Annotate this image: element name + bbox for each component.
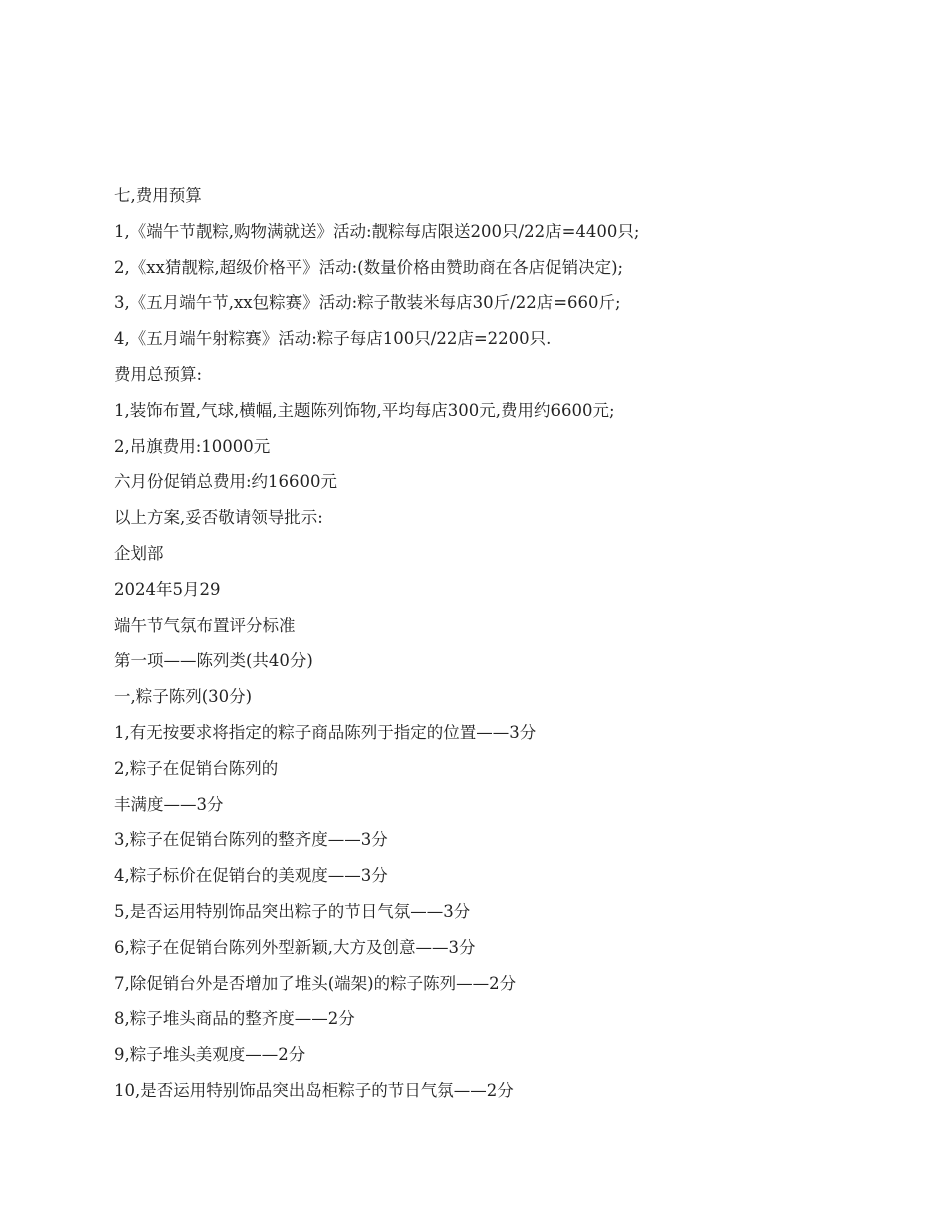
total-budget-heading: 费用总预算:: [114, 364, 203, 384]
scoring-item-7: 7,除促销台外是否增加了堆头(端架)的粽子陈列——2分: [114, 973, 517, 993]
scoring-item-8: 8,粽子堆头商品的整齐度——2分: [114, 1009, 355, 1029]
document-body: [114, 178, 874, 1109]
scoring-subsection-1: 一,粽子陈列(30分): [114, 687, 253, 707]
scoring-item-4: 4,粽子标价在促销台的美观度——3分: [114, 866, 388, 886]
total-budget-item-1: 1,装饰布置,气球,横幅,主题陈列饰物,平均每店300元,费用约6600元;: [114, 400, 615, 420]
approval-request: 以上方案,妥否敬请领导批示:: [114, 508, 323, 528]
scoring-item-3: 3,粽子在促销台陈列的整齐度——3分: [114, 830, 388, 850]
scoring-item-1: 1,有无按要求将指定的粽子商品陈列于指定的位置——3分: [114, 722, 537, 742]
scoring-item-2-part-2: 丰满度——3分: [114, 794, 224, 814]
june-total-cost: 六月份促销总费用:约16600元: [114, 472, 338, 492]
scoring-section-1: 第一项——陈列类(共40分): [114, 651, 313, 671]
section-heading-budget: 七,费用预算: [114, 186, 202, 205]
scoring-item-5: 5,是否运用特别饰品突出粽子的节日气氛——3分: [114, 901, 471, 921]
scoring-item-6: 6,粽子在促销台陈列外型新颖,大方及创意——3分: [114, 937, 476, 957]
budget-item-1: 1,《端午节靓粽,购物满就送》活动:靓粽每店限送200只/22店=4400只;: [114, 221, 640, 241]
total-budget-item-2: 2,吊旗费用:10000元: [114, 436, 271, 456]
budget-item-2: 2,《xx猜靓粽,超级价格平》活动:(数量价格由赞助商在各店促销决定);: [114, 257, 624, 277]
scoring-item-2-part-1: 2,粽子在促销台陈列的: [114, 758, 279, 778]
budget-item-3: 3,《五月端午节,xx包粽赛》活动:粽子散装米每店30斤/22店=660斤;: [114, 293, 621, 313]
budget-item-4: 4,《五月端午射粽赛》活动:粽子每店100只/22店=2200只.: [114, 329, 552, 349]
document-date: 2024年5月29: [114, 579, 221, 599]
scoring-item-10: 10,是否运用特别饰品突出岛柜粽子的节日气氛——2分: [114, 1080, 514, 1100]
scoring-item-9: 9,粽子堆头美观度——2分: [114, 1045, 306, 1065]
scoring-standard-title: 端午节气氛布置评分标准: [114, 615, 296, 635]
department-signature: 企划部: [114, 543, 164, 563]
